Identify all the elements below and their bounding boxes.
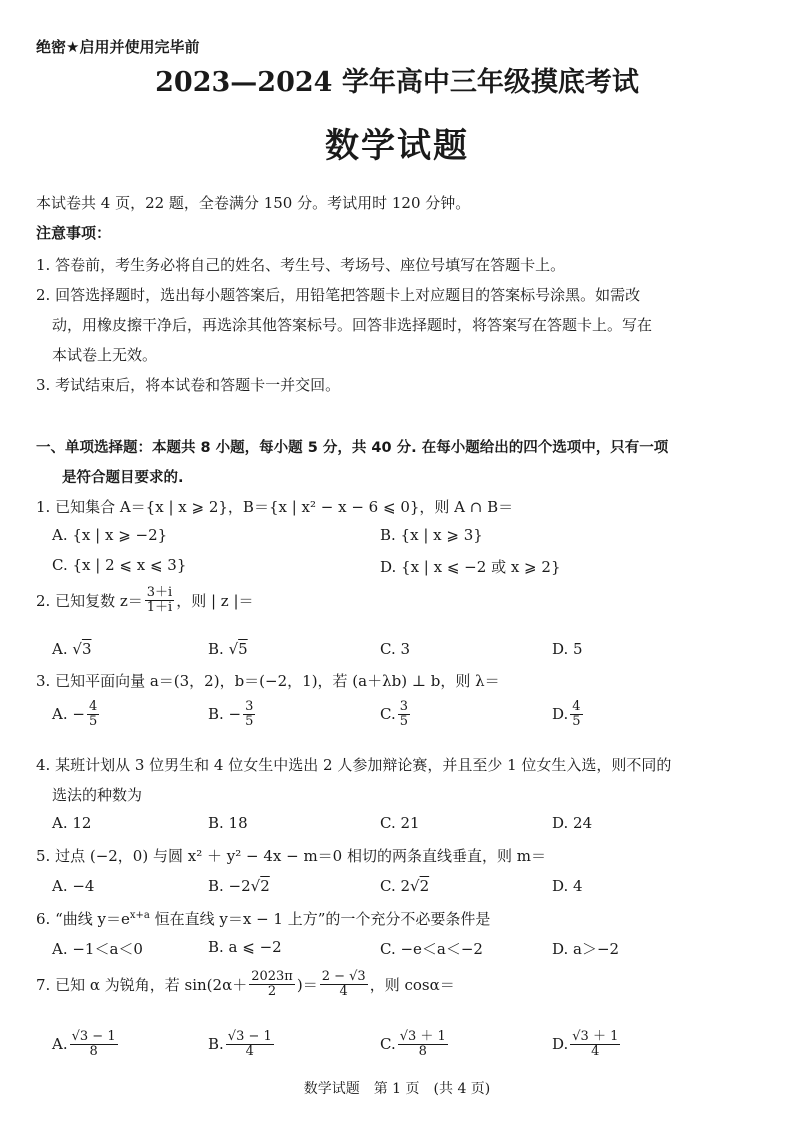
q4-option-b: B. 18 bbox=[208, 814, 248, 832]
q7-b-fraction bbox=[226, 1030, 274, 1058]
q2-fraction-den: 1＋i bbox=[146, 599, 173, 615]
q7-f1-num: 2023π bbox=[251, 969, 293, 984]
sqrt-icon: √ bbox=[228, 640, 239, 658]
q7-d-den: 4 bbox=[591, 1043, 600, 1059]
q7-option-a bbox=[52, 1030, 120, 1058]
q5-option-c bbox=[380, 877, 429, 895]
q2-stem-pre: 2. 已知复数 z＝ bbox=[36, 591, 143, 610]
q3-c-num: 3 bbox=[399, 699, 408, 714]
q7-a-num: √3 − 1 bbox=[71, 1029, 116, 1044]
q2-stem-post: ，则 | z |＝ bbox=[176, 591, 254, 610]
q7-c-fraction bbox=[398, 1030, 448, 1058]
q5-c-label: C. 2 bbox=[380, 877, 411, 895]
q7-option-b bbox=[208, 1030, 276, 1058]
q7-c-label: C. bbox=[380, 1035, 396, 1054]
q2-b-radicand: 5 bbox=[238, 640, 248, 658]
q2-stem bbox=[36, 586, 254, 614]
q7-option-c bbox=[380, 1030, 450, 1058]
q4-option-d: D. 24 bbox=[552, 814, 593, 832]
q7-c-den: 8 bbox=[418, 1043, 427, 1059]
q7-option-d bbox=[552, 1030, 622, 1058]
q3-d-num: 4 bbox=[572, 699, 581, 714]
q5-b-radicand: 2 bbox=[260, 877, 270, 895]
page-footer: 数学试题 第 1 页 (共 4 页) bbox=[303, 1081, 491, 1097]
q5-option-b bbox=[208, 877, 270, 895]
q1-option-c: C. {x | 2 ⩽ x ⩽ 3} bbox=[52, 556, 187, 574]
q5-option-d: D. 4 bbox=[552, 877, 583, 895]
q2-a-radicand: 3 bbox=[81, 640, 92, 658]
sqrt-icon: √ bbox=[250, 877, 261, 895]
q6-option-d: D. a＞−2 bbox=[552, 940, 620, 958]
q3-d-label: D. bbox=[552, 705, 569, 724]
q3-a-num: 4 bbox=[88, 699, 98, 714]
q7-fraction-2 bbox=[320, 970, 368, 998]
section-1-heading-cont: 是符合题目要求的. bbox=[62, 470, 184, 486]
q5-c-radicand: 2 bbox=[419, 877, 430, 895]
sqrt-icon: √ bbox=[410, 877, 420, 895]
q3-b-fraction bbox=[243, 700, 255, 728]
q7-c-num: √3 ＋ 1 bbox=[399, 1029, 446, 1044]
q6-stem-pre: 6. “曲线 y＝e bbox=[36, 910, 130, 928]
intro-text: 本试卷共 4 页，22 题，全卷满分 150 分。考试用时 120 分钟。 bbox=[36, 194, 471, 212]
q4-option-a: A. 12 bbox=[52, 814, 92, 832]
q7-f1-den: 2 bbox=[267, 983, 277, 999]
q3-option-a bbox=[52, 700, 101, 728]
q3-d-fraction bbox=[570, 700, 582, 728]
q7-b-den: 4 bbox=[245, 1043, 254, 1059]
note-3: 3. 考试结束后，将本试卷和答题卡一并交回。 bbox=[36, 376, 341, 394]
q7-stem-mid: )＝ bbox=[296, 975, 318, 994]
q5-b-label: B. −2 bbox=[208, 877, 251, 895]
q3-b-den: 5 bbox=[245, 713, 254, 729]
section-1-heading: 一、单项选择题：本题共 8 小题，每小题 5 分，共 40 分. 在每小题给出的四个选项中，只有一项 bbox=[36, 440, 669, 456]
notes-heading: 注意事项： bbox=[36, 224, 112, 242]
note-1: 1. 答卷前，考生务必将自己的姓名、考生号、考场号、座位号填写在答题卡上。 bbox=[36, 256, 566, 274]
q7-a-label: A. bbox=[52, 1035, 68, 1054]
q3-option-c bbox=[380, 700, 412, 728]
q3-b-label: B. − bbox=[208, 705, 242, 724]
q7-d-num: √3 ＋ 1 bbox=[572, 1029, 619, 1044]
q4-stem-line-1: 4. 某班计划从 3 位男生和 4 位女生中选出 2 人参加辩论赛，并且至少 1 位女生入选，则不同的 bbox=[36, 756, 672, 774]
q6-option-b: B. a ⩽ −2 bbox=[208, 938, 282, 956]
subject-title: 数学试题 bbox=[325, 126, 469, 166]
q7-f2-num: 2 − √3 bbox=[321, 969, 366, 984]
q2-option-a bbox=[52, 640, 91, 658]
q1-stem: 1. 已知集合 A＝{x | x ⩾ 2}，B＝{x | x² − x − 6 ⩽ 0}，则 A ∩ B＝ bbox=[36, 498, 514, 516]
q3-option-d bbox=[552, 700, 585, 728]
q2-b-label: B. bbox=[208, 640, 229, 658]
q7-a-fraction bbox=[70, 1030, 118, 1058]
q2-option-b bbox=[208, 640, 248, 658]
q7-stem-post: ，则 cosα＝ bbox=[369, 975, 455, 994]
q7-b-num: √3 − 1 bbox=[227, 1029, 272, 1044]
note-2-line-3: 本试卷上无效。 bbox=[52, 346, 158, 364]
q7-f2-den: 4 bbox=[339, 983, 348, 999]
q7-stem bbox=[36, 970, 455, 998]
q7-stem-pre: 7. 已知 α 为锐角，若 sin(2α＋ bbox=[36, 975, 248, 994]
q1-option-b: B. {x | x ⩾ 3} bbox=[380, 526, 483, 544]
q1-option-d: D. {x | x ⩽ −2 或 x ⩾ 2} bbox=[380, 558, 561, 576]
q6-option-a: A. −1＜a＜0 bbox=[52, 940, 143, 958]
secret-label: 绝密★启用并使用完毕前 bbox=[36, 38, 200, 56]
q6-stem-post: 恒在直线 y＝x − 1 上方”的一个充分不必要条件是 bbox=[149, 910, 491, 928]
q3-c-den: 5 bbox=[399, 713, 408, 729]
q3-option-b bbox=[208, 700, 257, 728]
q7-fraction-1 bbox=[249, 970, 295, 998]
q7-d-label: D. bbox=[552, 1035, 569, 1054]
q4-option-c: C. 21 bbox=[380, 814, 420, 832]
q3-a-den: 5 bbox=[88, 713, 98, 729]
q3-d-den: 5 bbox=[572, 713, 581, 729]
q2-a-label: A. bbox=[52, 640, 73, 658]
q2-option-c: C. 3 bbox=[380, 640, 411, 658]
q7-d-fraction bbox=[570, 1030, 620, 1058]
q3-c-fraction bbox=[398, 700, 410, 728]
q3-b-num: 3 bbox=[245, 699, 254, 714]
note-2-line-2: 动，用橡皮擦干净后，再选涂其他答案标号。回答非选择题时，将答案写在答题卡上。写在 bbox=[52, 316, 653, 334]
sqrt-icon: √ bbox=[72, 640, 82, 658]
q4-stem-line-2: 选法的种数为 bbox=[52, 786, 143, 804]
q3-stem: 3. 已知平面向量 a＝(3，2)，b＝(−2，1)，若 (a＋λb) ⊥ b，则 λ＝ bbox=[36, 672, 500, 690]
q6-stem bbox=[36, 908, 490, 929]
q3-c-label: C. bbox=[380, 705, 396, 724]
note-2-line-1: 2. 回答选择题时，选出每小题答案后，用铅笔把答题卡上对应题目的答案标号涂黑。如需改 bbox=[36, 286, 641, 304]
q3-a-fraction bbox=[87, 700, 99, 728]
q7-b-label: B. bbox=[208, 1035, 224, 1054]
q2-option-d: D. 5 bbox=[552, 640, 583, 658]
q5-option-a: A. −4 bbox=[52, 877, 95, 895]
q2-fraction bbox=[145, 586, 174, 614]
q3-a-label: A. − bbox=[52, 705, 85, 724]
exam-title: 2023—2024 学年高中三年级摸底考试 bbox=[155, 67, 639, 98]
q2-fraction-num: 3＋i bbox=[146, 585, 173, 600]
q5-stem: 5. 过点 (−2，0) 与圆 x² ＋ y² − 4x − m＝0 相切的两条直线垂直，则 m＝ bbox=[36, 847, 546, 865]
q6-option-c: C. −e＜a＜−2 bbox=[380, 940, 483, 958]
q7-a-den: 8 bbox=[89, 1043, 98, 1059]
q6-stem-exponent: x+a bbox=[129, 910, 150, 921]
q1-option-a: A. {x | x ⩾ −2} bbox=[52, 526, 168, 544]
